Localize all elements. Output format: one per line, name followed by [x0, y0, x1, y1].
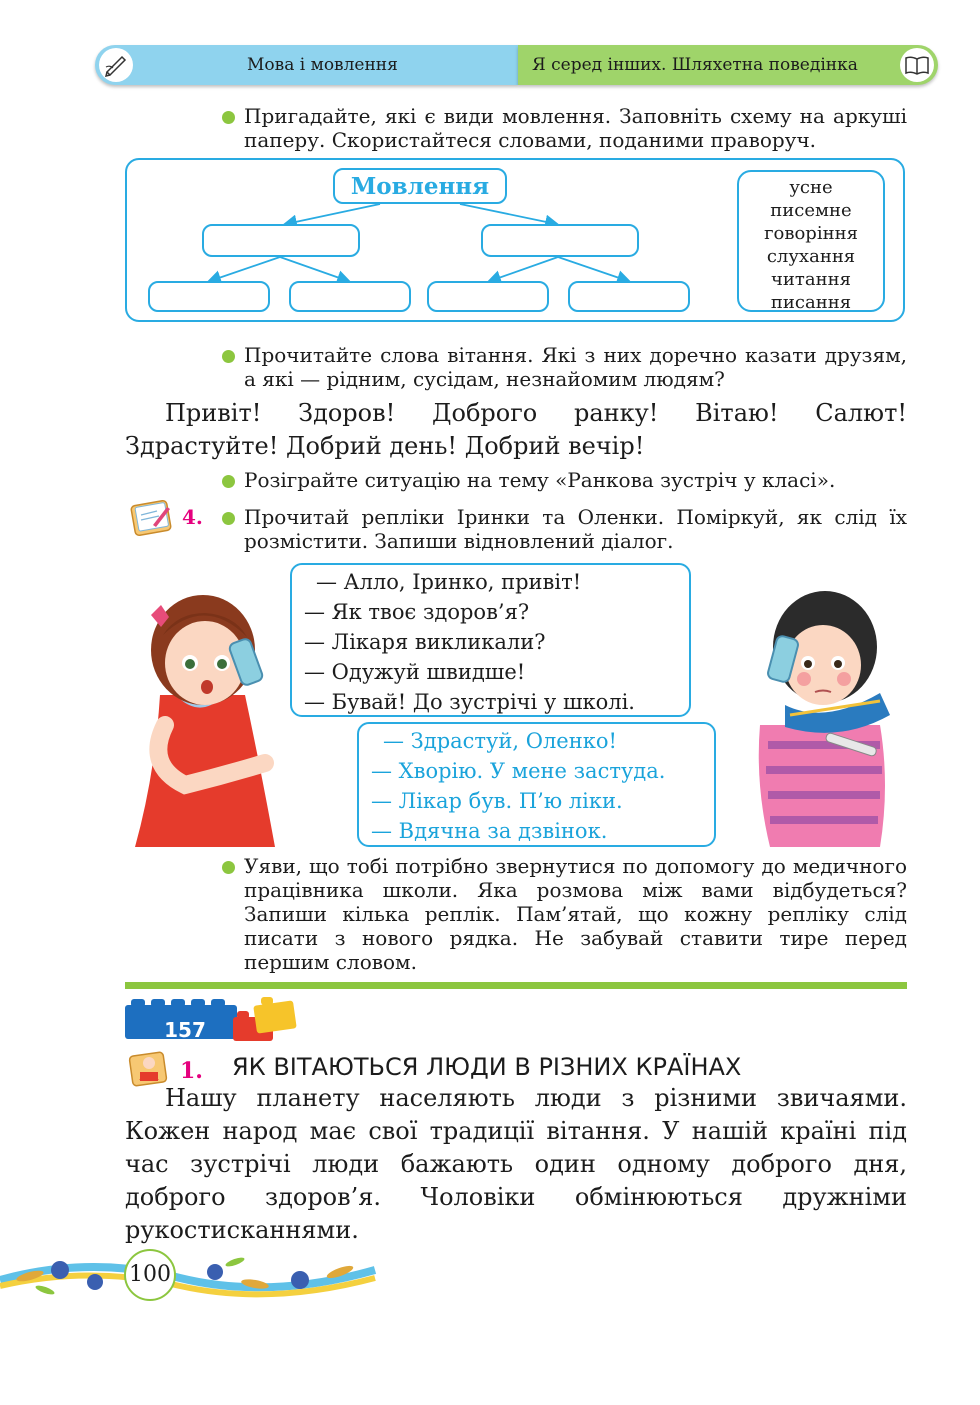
word-bank: [737, 170, 885, 312]
task-2-text: Прочитайте слова вітання. Які з них доречно казати друзям, а які — рідним, сусідам, незнайомим людям?: [244, 343, 907, 391]
scheme-root-node: [333, 168, 507, 204]
task-3-text: Розіграйте ситуацію на тему «Ранкова зустріч у класі».: [244, 468, 836, 492]
bullet-icon: [222, 861, 235, 874]
exercise-4-text: Прочитай репліки Іринки та Оленки. Поміркуй, як слід їх розмістити. Запиши відновлений діалог.: [244, 505, 907, 553]
scheme-blank-node: [481, 224, 639, 257]
dialogue-line: — Бувай! До зустрічі у школі.: [304, 690, 635, 714]
dialogue-line: — Алло, Іринко, привіт!: [316, 570, 582, 594]
girl-with-phone-illustration: [125, 575, 280, 850]
page-number-circle: [124, 1249, 176, 1301]
scheme-blank-node: [427, 281, 549, 312]
floral-ornament: [0, 1240, 380, 1310]
word-bank-item: слухання: [766, 246, 856, 267]
dialogue-line: — Хворію. У мене застуда.: [371, 759, 666, 783]
dialogue-line: — Здрастуй, Оленко!: [383, 729, 617, 753]
dialogue-box-irynka: [290, 563, 691, 717]
lesson-text: Нашу планету населяють люди з різними звичаями. Кожен народ має свої традиції вітання. У нашій країні під час зустрічі люди бажають один одному доброго дня, доброго здоров’я. Чоловіки обмінюються дружніми рукостисканнями.: [125, 1084, 907, 1244]
word-bank-item: читання: [771, 269, 851, 290]
dialogue-line: — Одужуй швидше!: [304, 660, 526, 684]
dialogue-line: — Вдячна за дзвінок.: [371, 819, 608, 843]
page-number: 100: [129, 1262, 171, 1287]
word-bank-item: усне: [789, 177, 833, 198]
task-5-text: Уяви, що тобі потрібно звернутися по допомогу до медичного працівника школи. Яка розмова між вами відбудеться? Запиши кілька реплік. Пам’ятай, що кожну репліку слід писати з нового рядка. Не забувай ставити тире перед першим словом.: [244, 854, 907, 974]
scheme-blank-node: [289, 281, 411, 312]
writing-task-icon: [127, 495, 177, 539]
word-bank-item: писання: [770, 292, 852, 313]
bullet-icon: [222, 512, 235, 525]
lesson-number: 157: [164, 1018, 206, 1042]
bullet-icon: [222, 475, 235, 488]
dialogue-line: — Лікар був. П’ю ліки.: [371, 789, 623, 813]
scheme-blank-node: [568, 281, 690, 312]
task-1-text: Пригадайте, які є види мовлення. Заповніть схему на аркуші паперу. Скористайтеся словами, поданими праворуч.: [244, 104, 907, 152]
exercise-number: 4.: [182, 505, 203, 529]
dialogue-box-olenka: [357, 722, 716, 847]
header-right-title: Я серед інших. Шляхетна поведінка: [532, 55, 858, 75]
sick-girl-with-phone-illustration: [730, 575, 910, 850]
bullet-icon: [222, 350, 235, 363]
greetings-text: Привіт! Здоров! Доброго ранку! Вітаю! Салют! Здрастуйте! Добрий день! Добрий вечір!: [125, 399, 907, 460]
dialogue-line: — Як твоє здоров’я?: [304, 600, 530, 624]
scheme-blank-node: [148, 281, 270, 312]
lesson-heading: ЯК ВІТАЮТЬСЯ ЛЮДИ В РІЗНИХ КРАЇНАХ: [232, 1053, 742, 1081]
word-bank-item: говоріння: [764, 223, 858, 244]
section-divider: [125, 982, 907, 989]
exercise-number: 1.: [180, 1058, 203, 1084]
header-left-title: Мова і мовлення: [247, 55, 398, 75]
scheme-blank-node: [202, 224, 360, 257]
scheme-root-label: Мовлення: [350, 173, 490, 200]
dialogue-line: — Лікаря викликали?: [304, 630, 546, 654]
word-bank-item: писемне: [770, 200, 852, 221]
